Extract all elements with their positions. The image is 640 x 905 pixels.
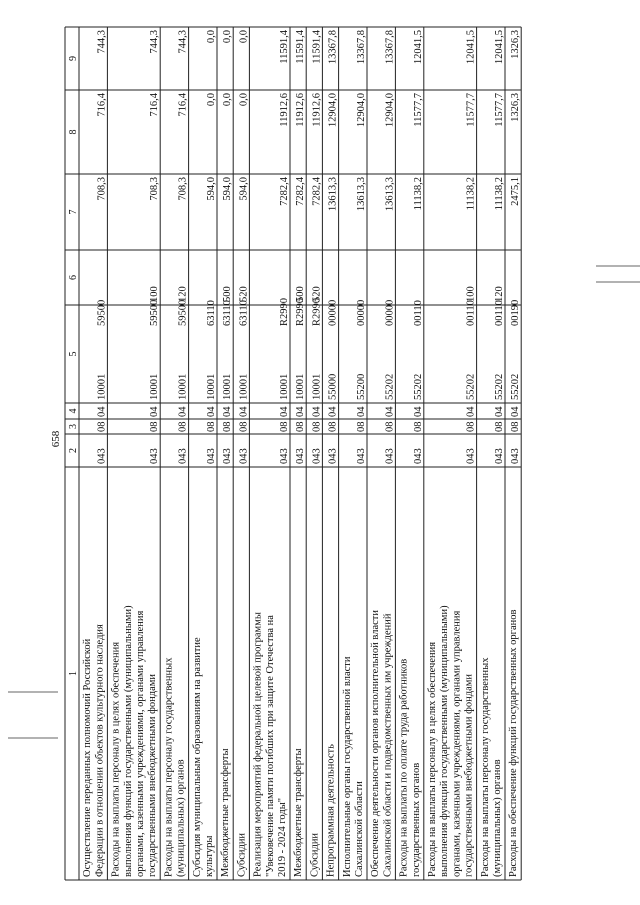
subsection-code: 04 xyxy=(177,406,189,417)
admin-code: 043 xyxy=(327,448,339,464)
admin-code: 043 xyxy=(279,448,290,464)
column-header: 8 xyxy=(68,129,79,135)
subsection-code: 04 xyxy=(222,406,234,417)
amount-year-2: 716,4 xyxy=(149,93,161,117)
admin-code: 043 xyxy=(149,448,161,464)
target-code-direction: R2990 xyxy=(311,297,323,326)
amount-year-2: 716,4 xyxy=(177,93,189,117)
target-code-program: 10001 xyxy=(222,373,234,400)
section-code: 08 xyxy=(295,421,307,432)
amount-year-2: 11912,6 xyxy=(311,93,323,127)
row-label: Субсидии xyxy=(236,832,248,877)
target-code-direction: 00110 xyxy=(465,300,477,326)
admin-code: 043 xyxy=(356,448,367,464)
amount-year-3: 11591,4 xyxy=(295,30,307,64)
row-label: Обеспечение деятельности органов исполнительной власти xyxy=(370,610,382,877)
section-code: 08 xyxy=(96,421,108,432)
row-label: Межбюджетные трансферты xyxy=(293,748,305,877)
amount-year-2: 12904,0 xyxy=(384,93,396,128)
target-code-direction: 59500 xyxy=(96,299,108,326)
subsection-code: 04 xyxy=(96,406,108,417)
row-label: государственными внебюджетными фондами xyxy=(463,673,475,877)
amount-year-3: 13367,8 xyxy=(356,30,367,65)
amount-year-2: 0,0 xyxy=(238,93,250,107)
amount-year-1: 2475,1 xyxy=(510,177,522,206)
admin-code: 043 xyxy=(412,448,424,464)
expense-type-code: 100 xyxy=(149,286,161,302)
subsection-code: 04 xyxy=(465,406,477,417)
row-label: выполнения функций государственными (муниципальными) xyxy=(122,605,134,877)
target-code-direction: 59500 xyxy=(177,299,189,326)
target-code-direction: 00110 xyxy=(412,300,424,326)
expense-type-code: 520 xyxy=(238,286,250,302)
amount-year-3: 0,0 xyxy=(222,30,234,44)
section-code: 08 xyxy=(412,421,424,432)
amount-year-1: 13613,3 xyxy=(327,177,339,212)
section-code: 08 xyxy=(238,421,250,432)
section-code: 08 xyxy=(222,421,234,432)
target-code-direction: R2990 xyxy=(279,297,290,326)
subsection-code: 04 xyxy=(279,406,290,417)
amount-year-3: 744,3 xyxy=(149,30,161,54)
target-code-program: 55202 xyxy=(494,373,505,400)
amount-year-2: 11912,6 xyxy=(279,93,290,127)
amount-year-2: 0,0 xyxy=(222,93,234,107)
row-label: государственными внебюджетными фондами xyxy=(147,673,159,877)
amount-year-1: 7282,4 xyxy=(279,177,290,206)
row-label: Расходы на выплаты персоналу в целях обеспечения xyxy=(427,641,438,877)
target-code-program: 55202 xyxy=(510,373,522,400)
section-code: 08 xyxy=(494,421,505,432)
amount-year-2: 12904,0 xyxy=(327,93,339,128)
target-code-direction: 59500 xyxy=(149,299,161,326)
expense-type-code: 120 xyxy=(177,286,189,302)
expense-type-code: 100 xyxy=(465,286,477,302)
page-number: 658 xyxy=(50,430,62,448)
row-label: Федерации в отношении объектов культурного наследия xyxy=(94,624,106,877)
amount-year-3: 0,0 xyxy=(206,30,217,44)
row-label: Сахалинской области xyxy=(354,781,365,877)
expense-type-code: 120 xyxy=(494,286,505,302)
row-label: 2019 - 2024 годы" xyxy=(277,797,288,877)
amount-year-1: 13613,3 xyxy=(356,177,367,212)
amount-year-3: 11591,4 xyxy=(311,30,323,64)
row-label: Расходы на выплаты по оплате труда работников xyxy=(398,658,410,877)
admin-code: 043 xyxy=(384,448,396,464)
section-code: 08 xyxy=(510,421,522,432)
subsection-code: 04 xyxy=(510,406,522,417)
expense-type-code: 500 xyxy=(295,286,307,302)
amount-year-2: 0,0 xyxy=(206,93,217,107)
subsection-code: 04 xyxy=(149,406,161,417)
amount-year-3: 0,0 xyxy=(238,30,250,44)
section-code: 08 xyxy=(311,421,323,432)
subsection-code: 04 xyxy=(356,406,367,417)
amount-year-2: 1326,3 xyxy=(510,93,522,122)
target-code-program: 10001 xyxy=(279,373,290,400)
expense-type-code: 520 xyxy=(311,286,323,302)
amount-year-3: 744,3 xyxy=(177,30,189,54)
section-code: 08 xyxy=(327,421,339,432)
section-code: 08 xyxy=(177,421,189,432)
amount-year-1: 594,0 xyxy=(206,177,217,201)
section-code: 08 xyxy=(206,421,217,432)
target-code-direction: 00000 xyxy=(384,299,396,326)
column-header: 9 xyxy=(68,56,79,61)
target-code-program: 10001 xyxy=(96,373,108,400)
expense-type-code: 500 xyxy=(222,286,234,302)
target-code-program: 10001 xyxy=(295,373,307,400)
admin-code: 043 xyxy=(177,448,189,464)
admin-code: 043 xyxy=(96,448,108,464)
subsection-code: 04 xyxy=(295,406,307,417)
subsection-code: 04 xyxy=(494,406,505,417)
amount-year-1: 11138,2 xyxy=(494,177,505,211)
column-header: 6 xyxy=(68,275,79,280)
section-code: 08 xyxy=(279,421,290,432)
amount-year-3: 744,3 xyxy=(96,30,108,54)
column-header: 5 xyxy=(68,351,79,357)
admin-code: 043 xyxy=(465,448,477,464)
amount-year-2: 716,4 xyxy=(96,93,108,117)
section-code: 08 xyxy=(149,421,161,432)
amount-year-2: 12904,0 xyxy=(356,93,367,128)
row-label: "Увековечение памяти погибших при защите Отечества на xyxy=(264,615,276,877)
target-code-program: 10001 xyxy=(177,373,189,400)
amount-year-3: 12041,5 xyxy=(412,30,424,65)
row-label: Реализация мероприятий федеральной целевой программы xyxy=(252,612,264,877)
subsection-code: 04 xyxy=(412,406,424,417)
target-code-direction: 00000 xyxy=(356,299,367,326)
section-code: 08 xyxy=(384,421,396,432)
column-header: 4 xyxy=(68,408,79,414)
admin-code: 043 xyxy=(238,448,250,464)
row-label: Расходы на выплаты персоналу в целях обеспечения xyxy=(110,641,122,877)
amount-year-1: 594,0 xyxy=(222,177,234,201)
amount-year-3: 12041,5 xyxy=(494,30,505,65)
target-code-program: 55202 xyxy=(412,373,424,400)
amount-year-1: 708,3 xyxy=(96,177,108,201)
row-label: Исполнительные органы государственной власти xyxy=(341,656,353,877)
target-code-program: 55202 xyxy=(384,373,396,400)
row-label: выполнения функций государственными (муниципальными) xyxy=(439,605,451,877)
admin-code: 043 xyxy=(222,448,234,464)
section-code: 08 xyxy=(465,421,477,432)
amount-year-2: 11577,7 xyxy=(412,93,424,127)
admin-code: 043 xyxy=(510,448,522,464)
column-header: 7 xyxy=(68,209,79,215)
amount-year-3: 12041,5 xyxy=(465,30,477,65)
amount-year-1: 708,3 xyxy=(177,177,189,201)
subsection-code: 04 xyxy=(238,406,250,417)
row-label: Расходы на обеспечение функций государственных органов xyxy=(508,609,520,877)
target-code-direction: 63110 xyxy=(238,300,250,326)
target-code-program: 10001 xyxy=(149,373,161,400)
row-label: органами, казенными учреждениями, органами управления xyxy=(451,610,463,877)
row-label: органами, казенными учреждениями, органами управления xyxy=(135,610,146,877)
amount-year-2: 11912,6 xyxy=(295,93,307,127)
row-label: Межбюджетные трансферты xyxy=(220,748,232,877)
target-code-program: 10001 xyxy=(206,373,217,400)
row-label: Расходы на выплаты персоналу государственных xyxy=(479,657,491,877)
column-header: 2 xyxy=(68,448,79,453)
target-code-program: 10001 xyxy=(311,373,323,400)
target-code-program: 55000 xyxy=(327,373,339,400)
amount-year-3: 11591,4 xyxy=(279,30,290,64)
target-code-direction: 00110 xyxy=(494,300,505,326)
row-label: Субсидии xyxy=(309,832,321,877)
admin-code: 043 xyxy=(206,448,217,464)
subsection-code: 04 xyxy=(311,406,323,417)
row-label: культуры xyxy=(204,835,215,877)
target-code-program: 55200 xyxy=(356,373,367,400)
admin-code: 043 xyxy=(295,448,307,464)
target-code-program: 55202 xyxy=(465,373,477,400)
amount-year-2: 11577,7 xyxy=(465,93,477,127)
row-label: Осуществление переданных полномочий Российской xyxy=(82,638,94,877)
subsection-code: 04 xyxy=(327,406,339,417)
row-label: государственных органов xyxy=(410,762,422,877)
target-code-direction: 00000 xyxy=(327,299,339,326)
amount-year-1: 13613,3 xyxy=(384,177,396,212)
amount-year-2: 11577,7 xyxy=(494,93,505,127)
amount-year-1: 7282,4 xyxy=(295,177,307,206)
amount-year-1: 11138,2 xyxy=(465,177,477,211)
amount-year-3: 13367,8 xyxy=(384,30,396,65)
amount-year-1: 708,3 xyxy=(149,177,161,201)
subsection-code: 04 xyxy=(206,406,217,417)
row-label: (муниципальных) органов xyxy=(175,759,187,877)
admin-code: 043 xyxy=(494,448,505,464)
section-code: 08 xyxy=(356,421,367,432)
amount-year-1: 11138,2 xyxy=(412,177,424,211)
target-code-program: 10001 xyxy=(238,373,250,400)
row-label: (муниципальных) органов xyxy=(492,759,503,877)
column-header: 1 xyxy=(68,671,79,676)
row-label: Сахалинской области и подведомственных им учреждений xyxy=(382,613,394,877)
target-code-direction: 00190 xyxy=(510,299,522,326)
target-code-direction: 63110 xyxy=(206,300,217,326)
admin-code: 043 xyxy=(311,448,323,464)
row-label: Субсидия муниципальным образованиям на развитие xyxy=(191,637,203,877)
row-label: Непрограммная деятельность xyxy=(325,744,337,877)
row-label: Расходы на выплаты персоналу государственных xyxy=(163,657,175,877)
amount-year-1: 594,0 xyxy=(238,177,250,201)
target-code-direction: 63110 xyxy=(222,300,234,326)
target-code-direction: R2990 xyxy=(295,297,307,326)
amount-year-3: 13367,8 xyxy=(327,30,339,65)
subsection-code: 04 xyxy=(384,406,396,417)
column-header: 3 xyxy=(68,424,79,429)
amount-year-1: 7282,4 xyxy=(311,177,323,206)
amount-year-3: 1326,3 xyxy=(510,30,522,59)
